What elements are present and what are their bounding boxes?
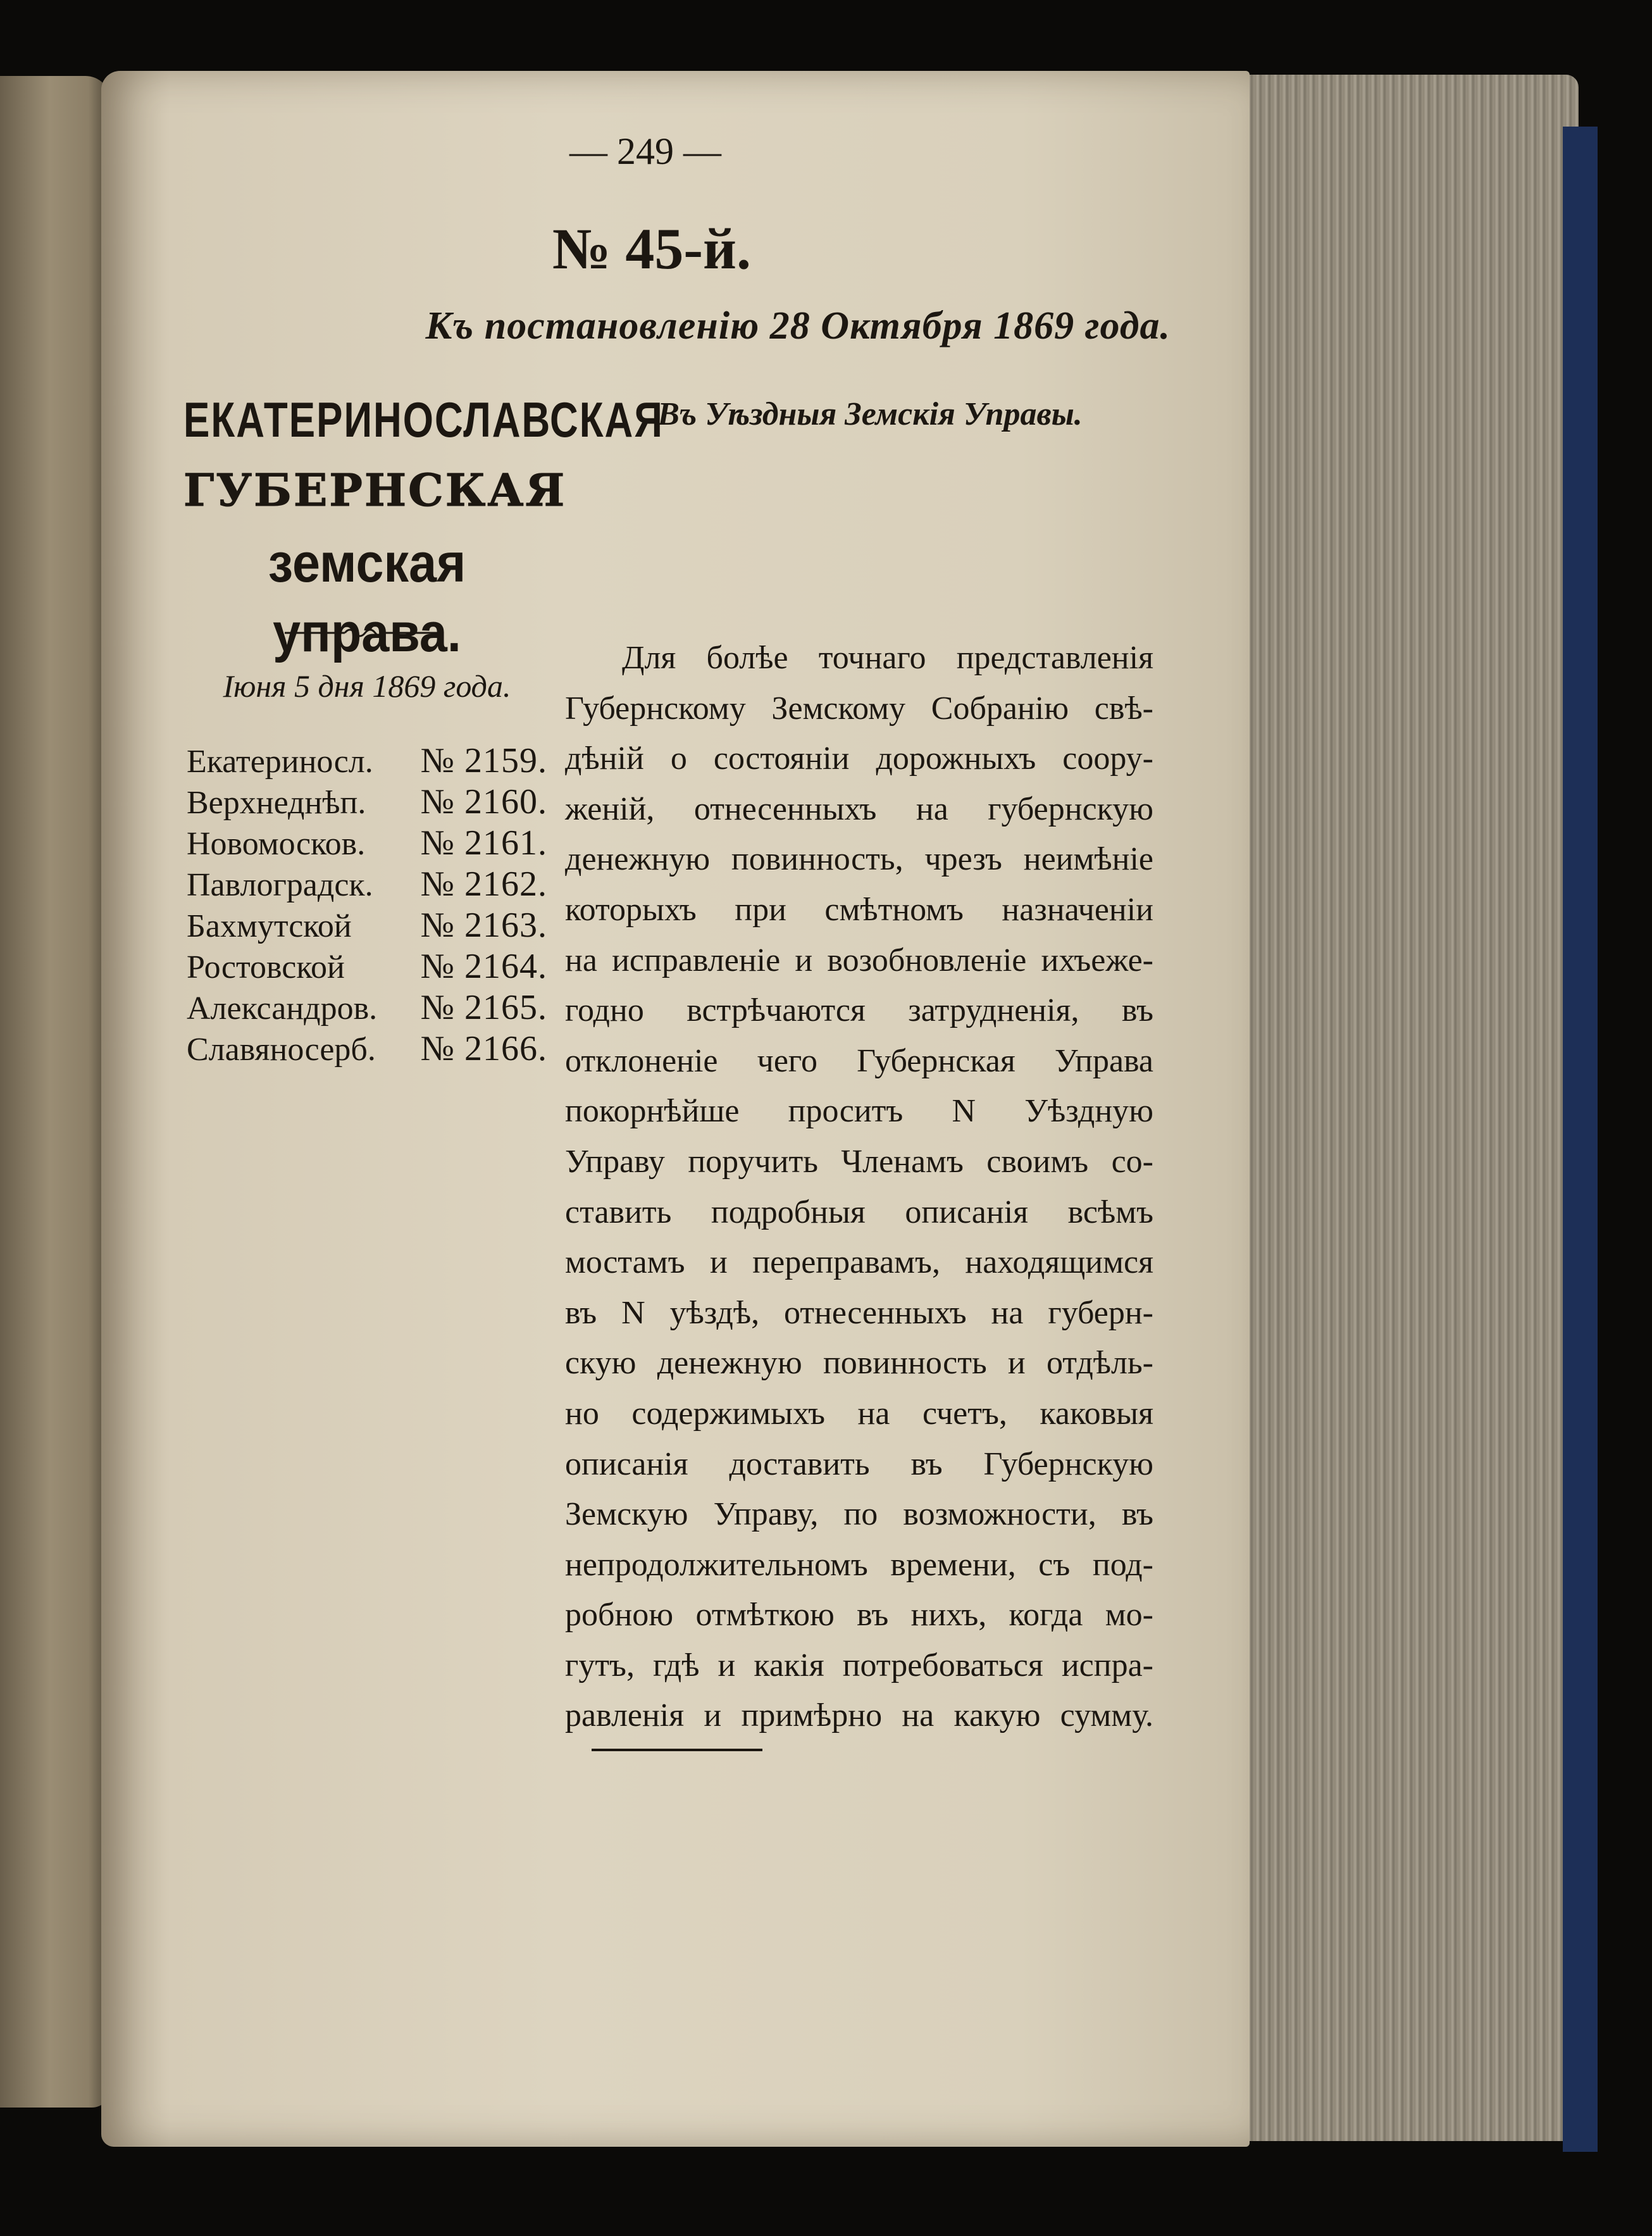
organization-line-1: ЕКАТЕРИНОСЛАВСКАЯ: [183, 393, 664, 448]
registry-place: Новомосков.: [187, 826, 366, 862]
registry-number: № 2160.: [420, 782, 547, 821]
body-line: непродолжительномъ времени, съ под-: [565, 1546, 1153, 1583]
body-line: дѣній о состояніи дорожныхъ соору-: [565, 740, 1153, 777]
document-number: № 45-й.: [552, 216, 752, 281]
registry-place: Ростовской: [187, 949, 345, 985]
registry-list: [187, 740, 547, 1070]
body-line: Земскую Управу, по возможности, въ: [565, 1496, 1153, 1533]
body-line: но содержимыхъ на счетъ, каковыя: [565, 1395, 1153, 1432]
body-line: гутъ, гдѣ и какія потребоваться испра-: [565, 1647, 1153, 1683]
book-page-edges: [1237, 75, 1579, 2141]
registry-number: № 2162.: [420, 865, 547, 904]
registry-number: № 2165.: [420, 988, 547, 1027]
body-line: покорнѣйше проситъ N Уѣздную: [565, 1093, 1153, 1130]
registry-place: Александров.: [187, 990, 378, 1027]
body-line: мостамъ и переправамъ, находящимся: [565, 1244, 1153, 1281]
book-cover-edge: [1563, 127, 1598, 2152]
body-line: скую денежную повинность и отдѣль-: [565, 1345, 1153, 1382]
end-rule: [592, 1749, 762, 1751]
body-line: равленія и примѣрно на какую сумму.: [565, 1697, 1153, 1734]
registry-place: Павлоградск.: [187, 867, 373, 903]
addressee: Въ Уѣздныя Земскія Управы.: [657, 396, 1083, 432]
registry-number: № 2159.: [420, 741, 547, 780]
body-text: [565, 633, 1153, 1741]
page-number: — 249 —: [569, 130, 721, 172]
body-line: въ N уѣздѣ, отнесенныхъ на губерн-: [565, 1294, 1153, 1331]
body-line: робною отмѣткою въ нихъ, когда мо-: [565, 1597, 1153, 1633]
body-line: описанія доставить въ Губернскую: [565, 1446, 1153, 1482]
registry-number: № 2163.: [420, 906, 547, 945]
registry-row: [187, 1028, 547, 1070]
registry-number: № 2164.: [420, 947, 547, 986]
registry-row: [187, 740, 547, 782]
body-line: которыхъ при смѣтномъ назначеніи: [565, 891, 1153, 928]
body-line: отклоненіе чего Губернская Управа: [565, 1042, 1153, 1079]
registry-row: [187, 823, 547, 864]
organization-line-2: ГУБЕРНСКАЯ: [183, 464, 567, 516]
body-line: денежную повинность, чрезъ неимѣніе: [565, 841, 1153, 878]
registry-row: [187, 905, 547, 946]
date-line: Іюня 5 дня 1869 года.: [223, 668, 511, 704]
registry-row: [187, 864, 547, 905]
body-line: Губернскому Земскому Собранію свѣ-: [565, 690, 1153, 727]
body-line: женій, отнесенныхъ на губернскую: [565, 790, 1153, 827]
registry-place: Верхнеднѣп.: [187, 785, 366, 821]
registry-number: № 2166.: [420, 1029, 547, 1068]
ornament-divider: [285, 623, 443, 642]
body-line: годно встрѣчаются затрудненія, въ: [565, 992, 1153, 1029]
registry-place: Бахмутской: [187, 908, 352, 944]
registry-place: Екатериносл.: [187, 744, 373, 780]
body-line: Управу поручить Членамъ своимъ со-: [565, 1143, 1153, 1180]
previous-page-edge: [0, 76, 111, 2108]
registry-row: [187, 987, 547, 1028]
registry-row: [187, 946, 547, 987]
registry-place: Славяносерб.: [187, 1032, 376, 1068]
registry-row: [187, 782, 547, 823]
body-line: на исправленіе и возобновленіе ихъеже-: [565, 942, 1153, 978]
registry-number: № 2161.: [420, 823, 547, 863]
body-line: ставить подробныя описанія всѣмъ: [565, 1194, 1153, 1230]
reference-line: Къ постановленію 28 Октября 1869 года.: [425, 304, 1171, 347]
body-line: Для болѣе точнаго представленія: [622, 640, 1153, 676]
organization-line-3: земская управа.: [268, 533, 466, 663]
